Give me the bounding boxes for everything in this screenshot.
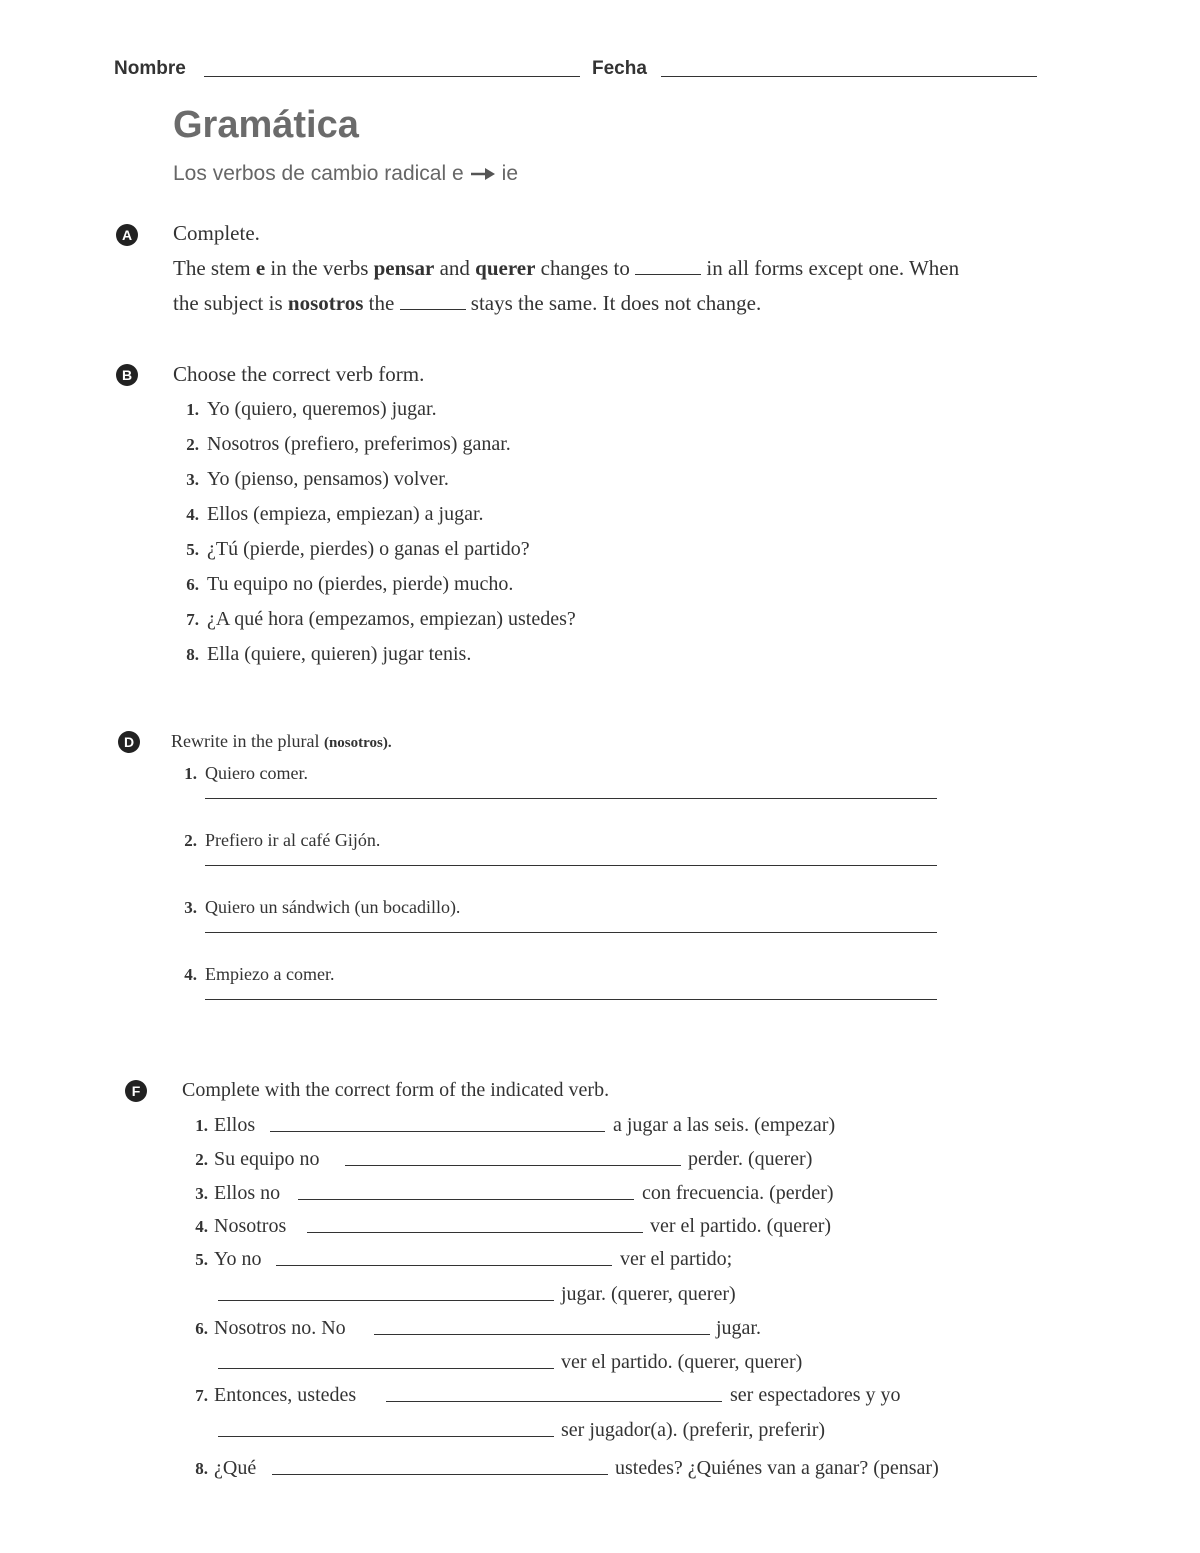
item-text: ser jugador(a). (preferir, preferir)	[561, 1419, 826, 1441]
item-text: con frecuencia. (perder)	[642, 1182, 834, 1204]
item-text: Tu equipo no (pierdes, pierde) mucho.	[207, 573, 514, 595]
text-fragment: and	[434, 256, 476, 280]
section-f-item	[184, 1144, 320, 1174]
item-number: 4.	[186, 505, 199, 524]
text-fragment: The stem	[173, 256, 256, 280]
item-text: Yo (quiero, queremos) jugar.	[207, 398, 437, 420]
item-text: Su equipo no	[214, 1148, 320, 1170]
section-b-list	[173, 392, 576, 672]
list-item	[173, 497, 576, 532]
answer-line[interactable]	[205, 999, 937, 1000]
text-fragment: the subject is	[173, 291, 288, 315]
item-text: Nosotros (prefiero, preferimos) ganar.	[207, 433, 511, 455]
section-d-badge: D	[118, 731, 140, 753]
answer-line[interactable]	[218, 1436, 554, 1437]
item-text: Prefiero ir al café Gijón.	[205, 830, 381, 850]
section-b-badge: B	[116, 364, 138, 386]
item-number: 7.	[186, 610, 199, 629]
text-fragment: changes to	[535, 256, 636, 280]
item-text: a jugar a las seis. (empezar)	[613, 1114, 836, 1136]
section-a-line-2	[173, 286, 761, 321]
item-text: ver el partido. (querer)	[650, 1215, 832, 1237]
item-number: 3.	[195, 1184, 208, 1203]
answer-line[interactable]	[270, 1131, 605, 1132]
page-title: Gramática	[173, 104, 359, 146]
item-text: ver el partido. (querer, querer)	[561, 1351, 803, 1373]
text-fragment: in the verbs	[265, 256, 374, 280]
item-number: 8.	[195, 1459, 208, 1478]
answer-line[interactable]	[272, 1474, 608, 1475]
page-subtitle	[173, 162, 518, 186]
item-number: 2.	[186, 435, 199, 454]
answer-line[interactable]	[218, 1368, 554, 1369]
item-number: 7.	[195, 1386, 208, 1405]
date-field[interactable]	[661, 76, 1037, 77]
subtitle-text: Los verbos de cambio radical e	[173, 162, 464, 185]
item-number: 6.	[195, 1319, 208, 1338]
text-fragment: the	[363, 291, 400, 315]
blank-field[interactable]	[400, 291, 466, 310]
item-number: 1.	[184, 764, 197, 783]
item-text: Yo (pienso, pensamos) volver.	[207, 468, 449, 490]
name-date-header	[114, 58, 1039, 84]
bold-term: querer	[475, 256, 536, 280]
section-f-instruction: Complete with the correct form of the indicated verb.	[182, 1079, 610, 1101]
answer-line[interactable]	[205, 798, 937, 799]
section-f-badge: F	[125, 1080, 147, 1102]
section-f-item	[184, 1110, 255, 1140]
answer-line[interactable]	[205, 932, 937, 933]
item-text: Quiero comer.	[205, 763, 308, 783]
bold-term: e	[255, 256, 266, 280]
item-text: Nosotros	[214, 1215, 287, 1237]
section-b-instruction: Choose the correct verb form.	[173, 362, 425, 386]
item-text: Nosotros no. No	[214, 1317, 346, 1339]
item-text: Entonces, ustedes	[214, 1384, 357, 1406]
item-text: ¿A qué hora (empezamos, empiezan) ustedes?	[207, 608, 576, 630]
answer-line[interactable]	[276, 1265, 612, 1266]
item-number: 2.	[184, 831, 197, 850]
bold-term: pensar	[373, 256, 435, 280]
right-arrow-icon	[470, 167, 496, 181]
list-item	[173, 602, 576, 637]
item-number: 4.	[195, 1217, 208, 1236]
item-text: ¿Qué	[214, 1457, 257, 1479]
section-a-badge: A	[116, 224, 138, 246]
item-text: ver el partido;	[620, 1248, 733, 1270]
blank-field[interactable]	[635, 256, 701, 275]
item-number: 4.	[184, 965, 197, 984]
name-label: Nombre	[114, 58, 186, 79]
item-text: Yo no	[214, 1248, 262, 1270]
section-f-item	[184, 1313, 346, 1343]
item-number: 3.	[186, 470, 199, 489]
list-item	[173, 392, 576, 427]
list-item	[173, 637, 576, 672]
item-text: Empiezo a comer.	[205, 964, 335, 984]
instruction-text: Rewrite in the plural	[171, 731, 324, 751]
text-fragment: in all forms except one. When	[701, 256, 960, 280]
answer-line[interactable]	[345, 1165, 681, 1166]
item-text: jugar.	[716, 1317, 761, 1339]
item-text: jugar. (querer, querer)	[561, 1283, 736, 1305]
item-text: Ellos (empieza, empiezan) a jugar.	[207, 503, 484, 525]
item-number: 2.	[195, 1150, 208, 1169]
item-text: perder. (querer)	[688, 1148, 813, 1170]
answer-line[interactable]	[218, 1300, 554, 1301]
section-f-item	[184, 1178, 280, 1208]
section-d-list	[181, 758, 460, 1026]
list-item	[173, 532, 576, 567]
section-f-item	[184, 1380, 356, 1410]
text-fragment: stays the same. It does not change.	[465, 291, 762, 315]
list-item	[181, 825, 460, 892]
section-f-item	[184, 1453, 256, 1483]
item-text: ser espectadores y yo	[730, 1384, 901, 1406]
answer-line[interactable]	[298, 1199, 634, 1200]
item-number: 3.	[184, 898, 197, 917]
list-item	[173, 427, 576, 462]
item-number: 5.	[186, 540, 199, 559]
item-text: Ellos	[214, 1114, 256, 1136]
item-text: Ellos no	[214, 1182, 281, 1204]
item-text: Quiero un sándwich (un bocadillo).	[205, 897, 461, 917]
answer-line[interactable]	[205, 865, 937, 866]
date-label: Fecha	[592, 58, 647, 79]
item-text: Ella (quiere, quieren) jugar tenis.	[207, 643, 472, 665]
section-a-line-1	[173, 251, 959, 286]
item-number: 8.	[186, 645, 199, 664]
item-text: ustedes? ¿Quiénes van a ganar? (pensar)	[615, 1457, 939, 1479]
item-text: ¿Tú (pierde, pierdes) o ganas el partido?	[207, 538, 530, 560]
subtitle-target: ie	[501, 162, 519, 185]
list-item	[173, 567, 576, 602]
list-item	[181, 892, 460, 959]
item-number: 1.	[186, 400, 199, 419]
answer-line[interactable]	[386, 1401, 722, 1402]
section-d-instruction	[171, 724, 392, 761]
bold-term: (nosotros).	[323, 735, 392, 751]
list-item	[181, 758, 460, 825]
answer-line[interactable]	[374, 1334, 710, 1335]
list-item	[181, 959, 460, 1026]
item-number: 1.	[195, 1116, 208, 1135]
section-f-item	[184, 1244, 261, 1274]
section-a-instruction: Complete.	[173, 221, 260, 245]
item-number: 6.	[186, 575, 199, 594]
item-number: 5.	[195, 1250, 208, 1269]
name-field[interactable]	[204, 76, 580, 77]
section-f-item	[184, 1211, 286, 1241]
answer-line[interactable]	[307, 1232, 643, 1233]
list-item	[173, 462, 576, 497]
bold-term: nosotros	[287, 291, 364, 315]
